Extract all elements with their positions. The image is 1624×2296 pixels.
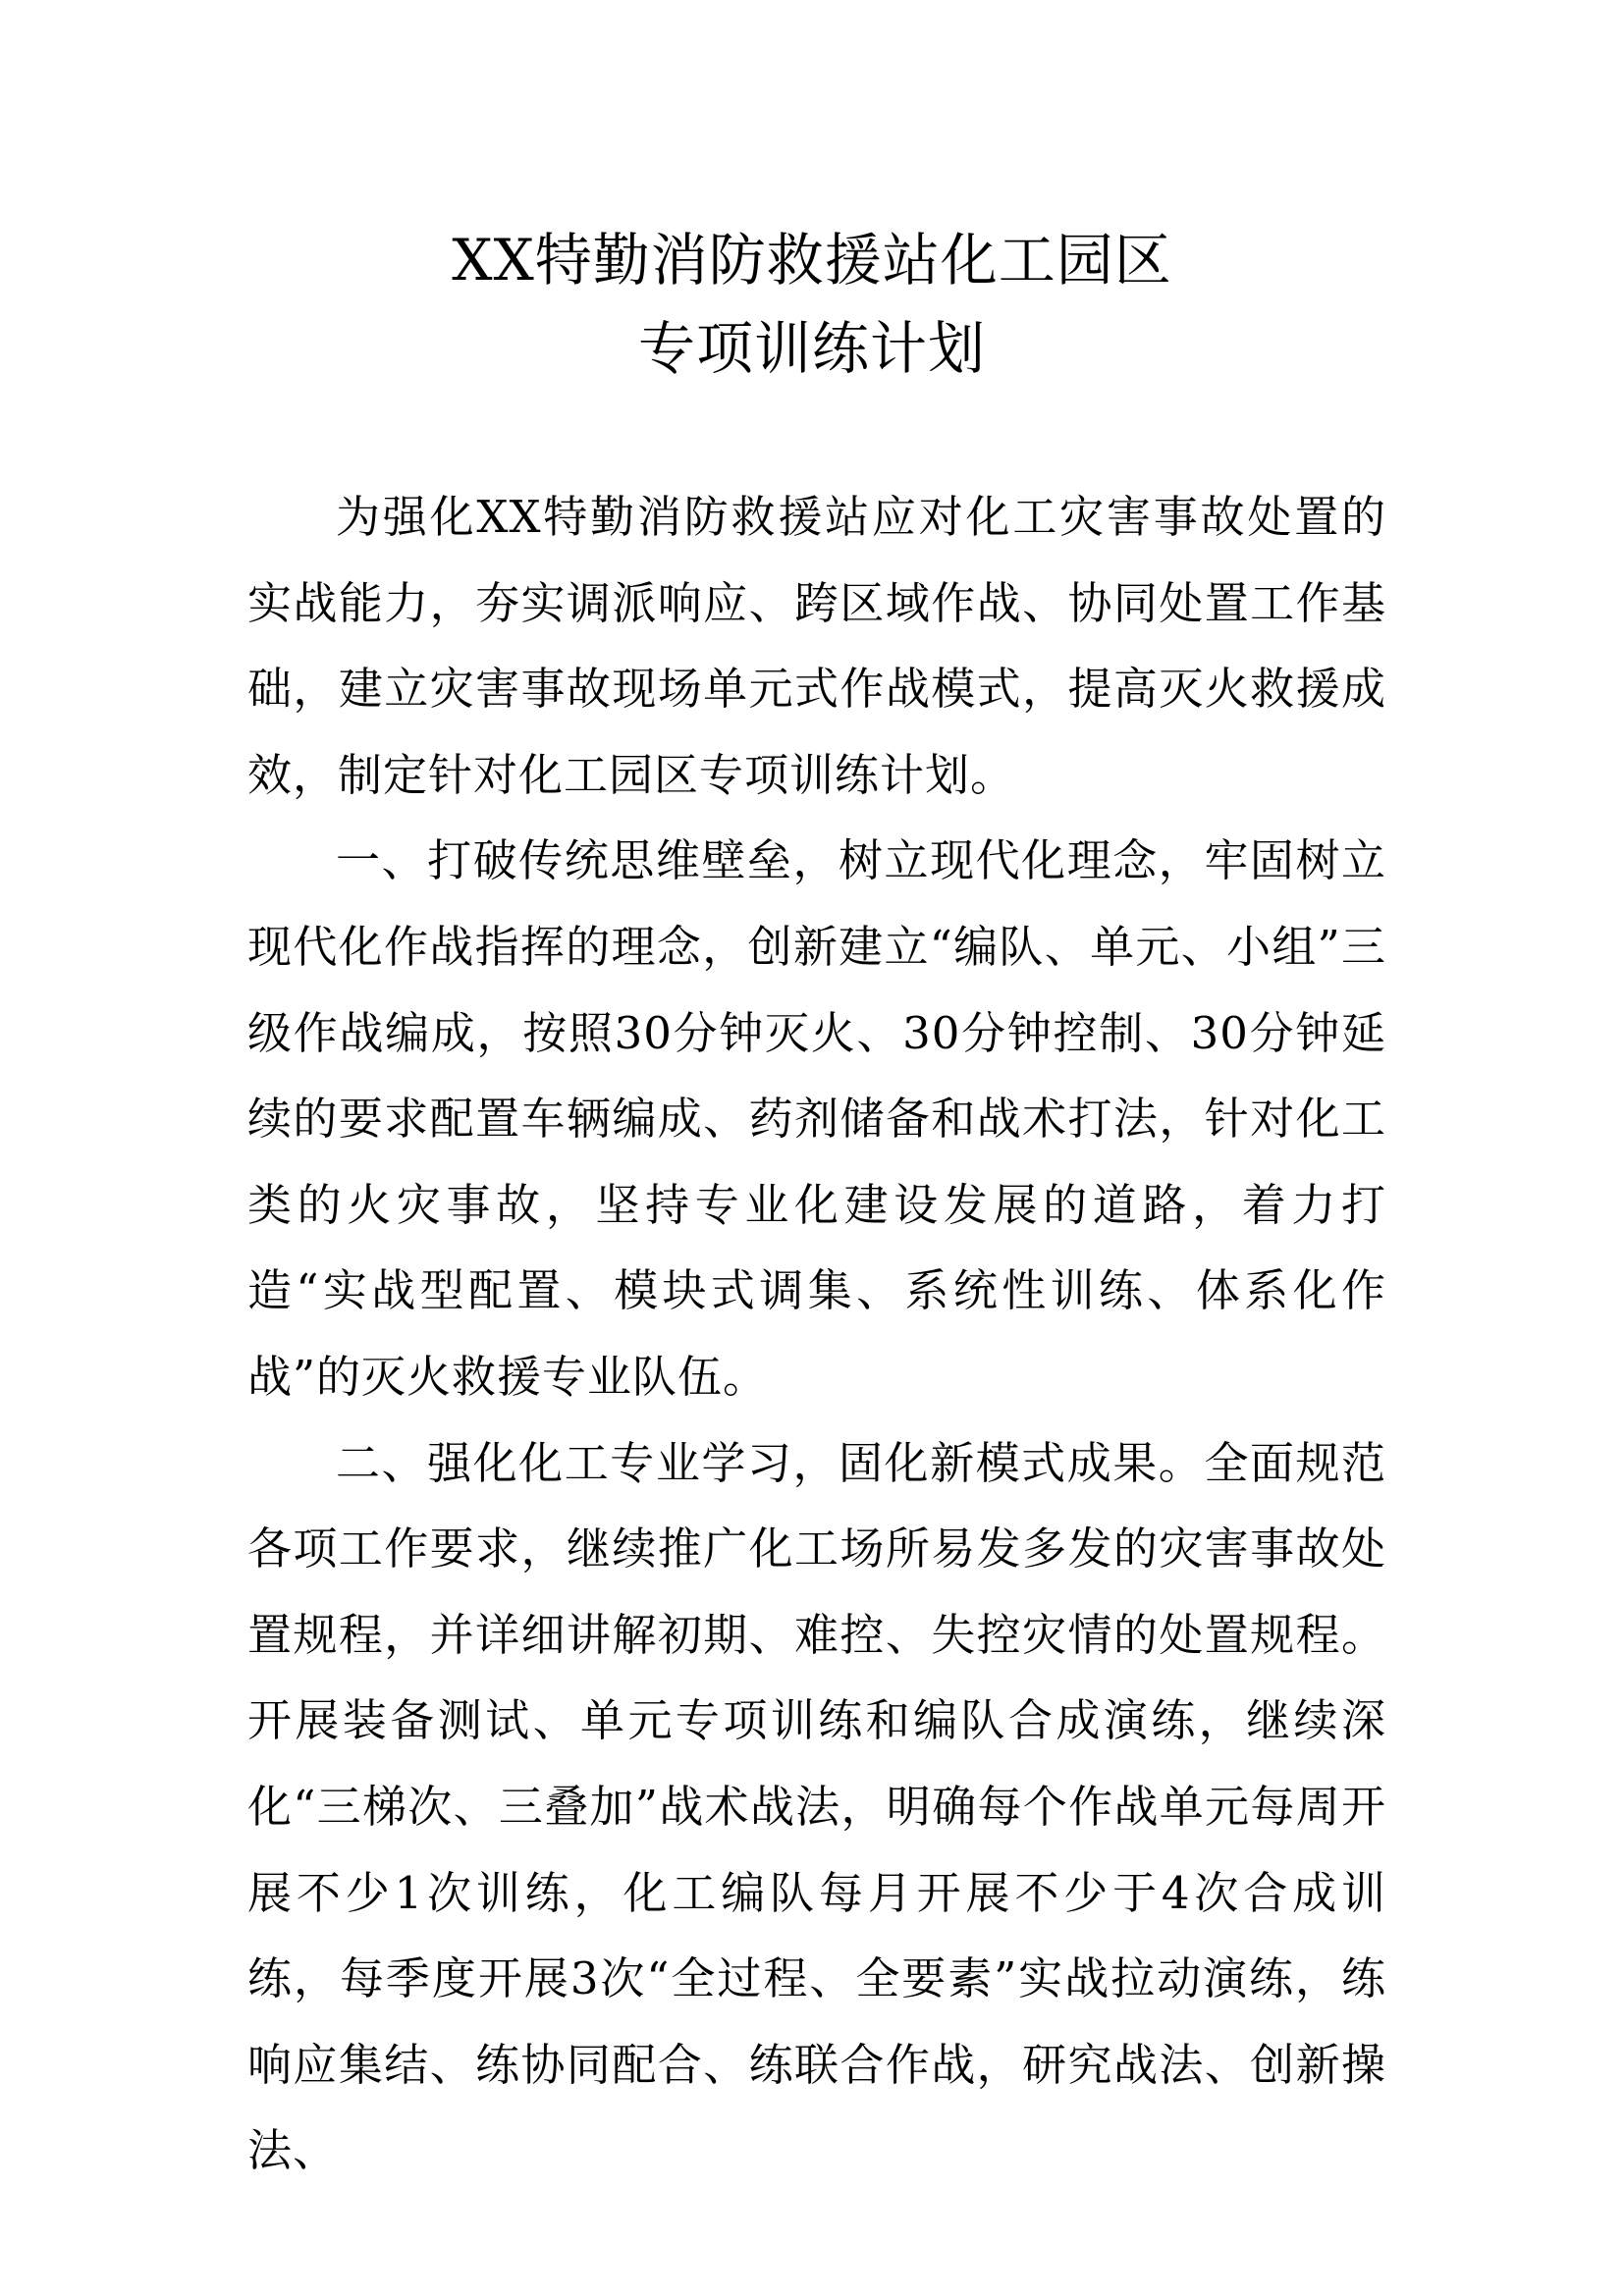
- document-body: [247, 474, 1386, 2194]
- paragraph-section-2: 二、强化化工专业学习，固化新模式成果。全面规范各项工作要求，继续推广化工场所易发多发的灾害事故处置规程，并详细讲解初期、难控、失控灾情的处置规程。开展装备测试、单元专项训练和编队合成演练，继续深化“三梯次、三叠加”战术战法，明确每个作战单元每周开展不少1次训练，化工编队每月开展不少于4次合成训练，每季度开展3次“全过程、全要素”实战拉动演练，练响应集结、练协同配合、练联合作战，研究战法、创新操法、: [247, 1436, 1386, 2177]
- title-line-2: 专项训练计划: [637, 315, 986, 382]
- document-title: [0, 216, 1624, 393]
- paragraph-intro: 为强化XX特勤消防救援站应对化工灾害事故处置的实战能力，夯实调派响应、跨区域作战、协同处置工作基础，建立灾害事故现场单元式作战模式，提高灭火救援成效，制定针对化工园区专项训练计划。: [247, 491, 1386, 801]
- title-line-1: XX特勤消防救援站化工园区: [452, 227, 1172, 294]
- paragraph-section-1: 一、打破传统思维壁垒，树立现代化理念，牢固树立现代化作战指挥的理念，创新建立“编队、单元、小组”三级作战编成，按照30分钟灭火、30分钟控制、30分钟延续的要求配置车辆编成、药剂储备和战术打法，针对化工类的火灾事故，坚持专业化建设发展的道路，着力打造“实战型配置、模块式调集、系统性训练、体系化作战”的灭火救援专业队伍。: [247, 834, 1386, 1403]
